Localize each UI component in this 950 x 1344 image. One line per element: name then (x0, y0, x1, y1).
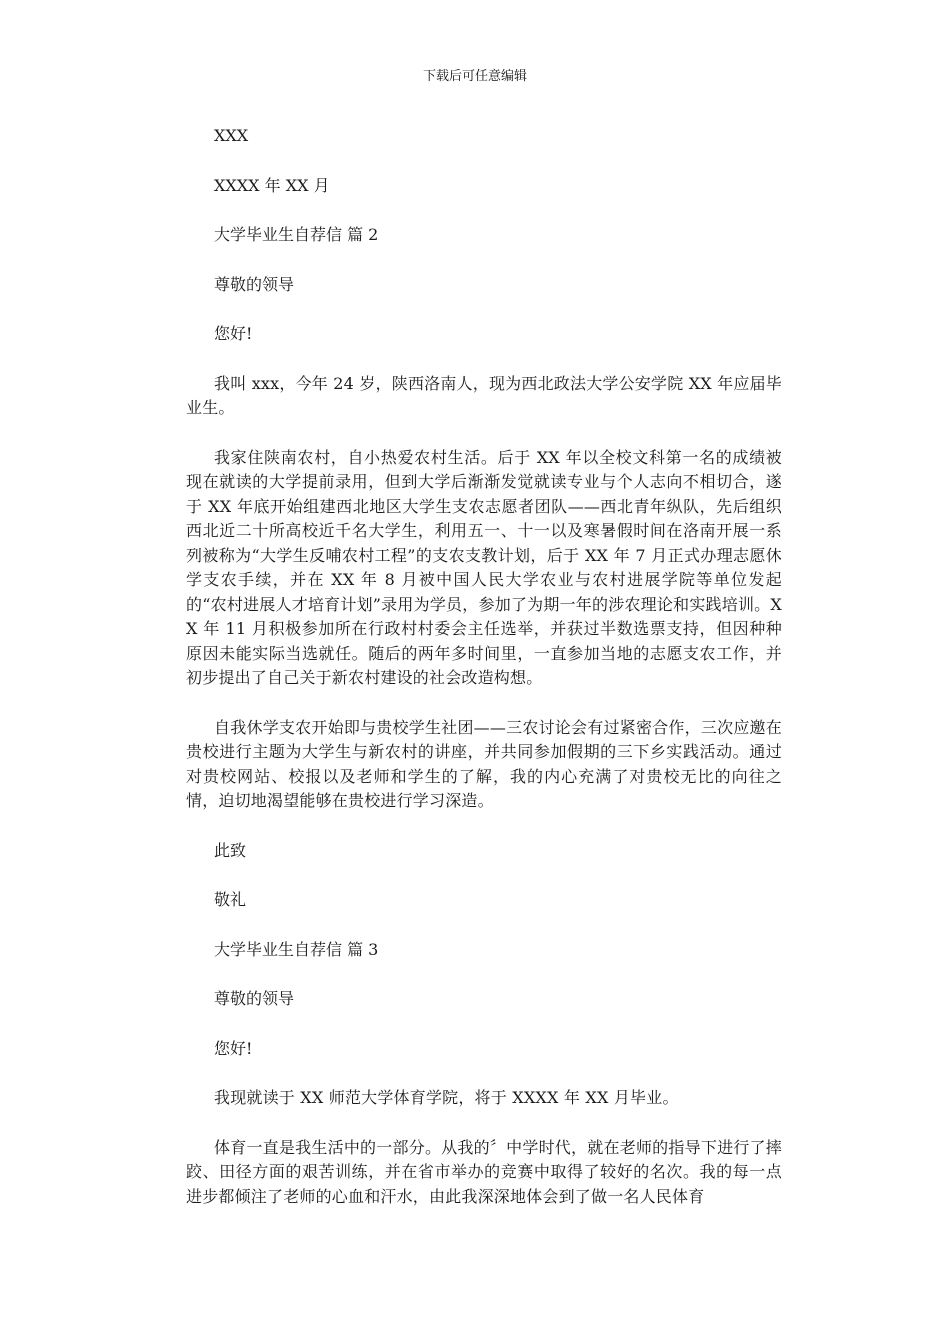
document-body (186, 124, 782, 1209)
letter3-title: 大学毕业生自荐信 篇 3 (214, 939, 379, 959)
download-note: 下载后可任意编辑 (422, 69, 527, 84)
letter3-paragraph: 体育一直是我生活中的一部分。从我的〞中学时代，就在老师的指导下进行了摔跤、田径方面的艰苦训练，并在省市举办的竞赛中取得了较好的名次。我的每一点进步都倾注了老师的心血和汗水，由此我深深地体会到了做一名人民体育 (186, 1137, 782, 1206)
letter3-salutation: 尊敬的领导 (214, 989, 295, 1008)
letter2-paragraph: 我家住陕南农村，自小热爱农村生活。后于 XX 年以全校文科第一名的成绩被现在就读的大学提前录用，但到大学后渐渐发觉就读专业与个人志向不相切合，遂于 XX 年底开始组建西北地区大学生支农志愿者团队——西北青年纵队，先后组织西北近二十所高校近千名大学生，利用五一、十一以及寒暑假时间在洛南开展一系列被称为“大学生反哺农村工程”的支农支教计划，后于 XX 年 7 月正式办理志愿休学支农手续，并在 XX 年 8 月被中国人民大学农业与农村进展学院等单位发起的“农村进展人才培育计划”录用为学员，参加了为期一年的涉农理论和实践培训。XX 年 11 月积极参加所在行政村村委会主任选举，并获过半数选票支持，但因种种原因未能实际当选就任。随后的两年多时间里，一直参加当地的志愿支农工作，并初步提出了自己关于新农村建设的社会改造构想。 (186, 447, 782, 687)
letter2-paragraph: 我叫 xxx，今年 24 岁，陕西洛南人，现为西北政法大学公安学院 XX 年应届毕业生。 (186, 373, 782, 417)
letter2-closing-2: 敬礼 (214, 890, 247, 909)
letter-date: XXXX 年 XX 月 (214, 175, 330, 195)
letter2-closing-1: 此致 (214, 840, 247, 860)
letter2-salutation: 尊敬的领导 (214, 274, 295, 294)
letter3-paragraph: 我现就读于 XX 师范大学体育学院，将于 XXXX 年 XX 月毕业。 (214, 1088, 679, 1107)
letter2-greeting: 您好! (214, 324, 253, 343)
letter2-paragraph: 自我休学支农开始即与贵校学生社团——三农讨论会有过紧密合作，三次应邀在贵校进行主题为大学生与新农村的讲座，并共同参加假期的三下乡实践活动。通过对贵校网站、校报以及老师和学生的了解，我的内心充满了对贵校无比的向往之情，迫切地渴望能够在贵校进行学习深造。 (186, 717, 782, 810)
sender-name: XXX (214, 126, 249, 145)
letter2-title: 大学毕业生自荐信 篇 2 (214, 225, 379, 244)
letter3-greeting: 您好! (214, 1038, 253, 1058)
